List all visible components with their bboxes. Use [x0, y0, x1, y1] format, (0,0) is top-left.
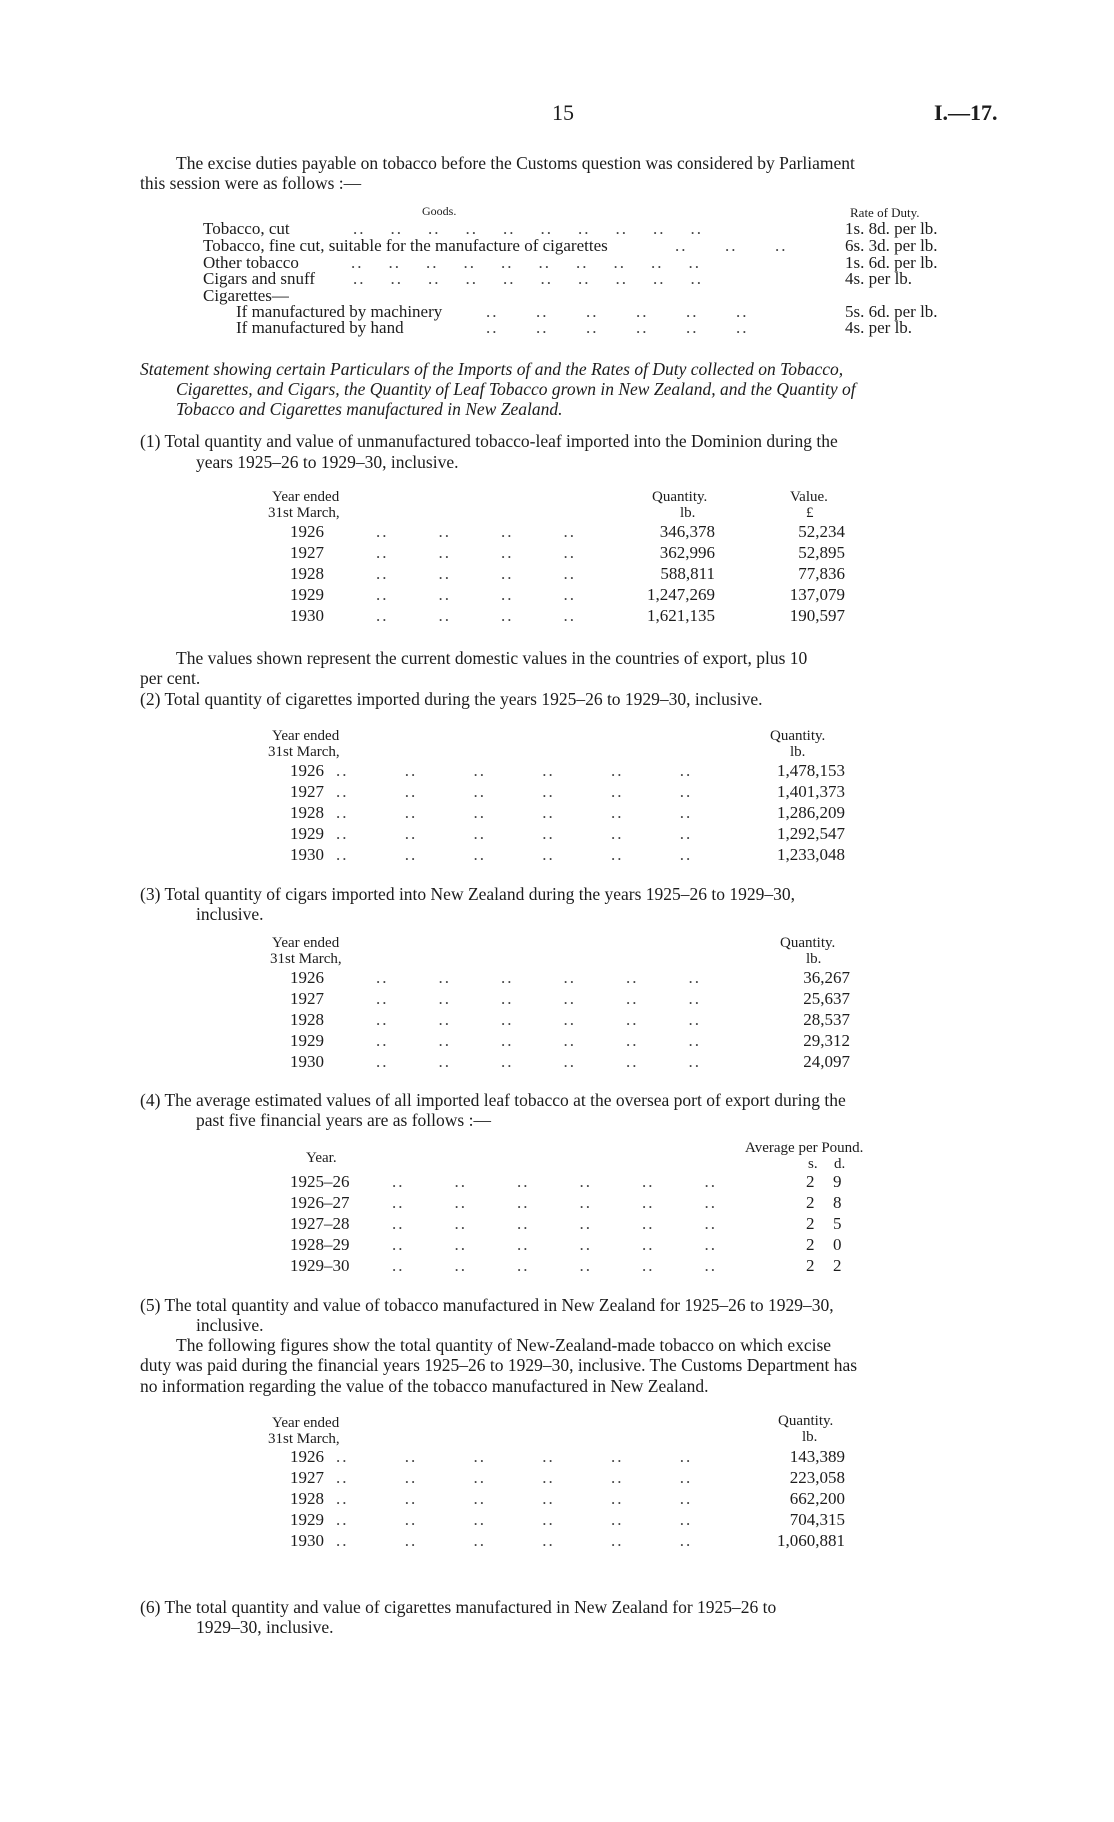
- cell-year: 1927: [290, 543, 324, 562]
- cell-quantity: 28,537: [803, 1010, 850, 1029]
- col-year-header: 31st March,: [268, 1431, 340, 1447]
- cell-quantity: 662,200: [789, 1489, 845, 1508]
- statement-line-3: Tobacco and Cigarettes manufactured in New Zealand.: [176, 399, 563, 419]
- duty-rate: 4s. per lb.: [845, 318, 913, 337]
- section6-line-2: 1929–30, inclusive.: [196, 1617, 334, 1637]
- section5-para-line-2: duty was paid during the financial years 1925–26 to 1929–30, inclusive. The Customs Department has: [140, 1355, 858, 1375]
- cell-value: 52,234: [798, 522, 845, 541]
- table-row: [290, 564, 850, 585]
- section5-para-line-3: no information regarding the value of the tobacco manufactured in New Zealand.: [140, 1376, 709, 1396]
- cell-year: 1926: [290, 1447, 324, 1466]
- col-quantity-header: Quantity.: [778, 1413, 834, 1429]
- leader-dots: .. .. .. .. .. ..: [486, 302, 749, 321]
- col-year-header: Year ended: [272, 935, 340, 951]
- duty-label: Tobacco, cut: [203, 219, 290, 238]
- leader-dots: .. .. .. .. .. ..: [392, 1172, 717, 1191]
- cell-quantity: 143,389: [789, 1447, 845, 1466]
- section3-line-1: (3) Total quantity of cigars imported into New Zealand during the years 1925–26 to 1929–30,: [140, 884, 796, 904]
- leader-dots: .. .. .. .. .. ..: [336, 1510, 693, 1529]
- cell-value: 52,895: [798, 543, 845, 562]
- cell-year: 1930: [290, 845, 324, 864]
- table-row: [290, 1052, 850, 1073]
- cell-pence: 9: [833, 1172, 842, 1191]
- table-row: [290, 522, 850, 543]
- col-year-header: 31st March,: [270, 951, 342, 967]
- cell-quantity: 346,378: [659, 522, 715, 541]
- cell-year: 1927: [290, 1468, 324, 1487]
- table-row: [290, 1489, 850, 1510]
- table-row: [290, 585, 850, 606]
- col-year-header: Year.: [306, 1150, 337, 1166]
- leader-dots: .. .. .. .. .. ..: [376, 1052, 701, 1071]
- leader-dots: .. .. .. ..: [376, 543, 576, 562]
- leader-dots: .. .. .. .. .. ..: [336, 1468, 693, 1487]
- table-row: [290, 845, 850, 866]
- cell-year: 1927: [290, 782, 324, 801]
- cell-quantity: 1,060,881: [777, 1531, 845, 1550]
- leader-dots: .. .. .. .. .. ..: [376, 968, 701, 987]
- cell-value: 190,597: [789, 606, 845, 625]
- leader-dots: .. .. .. .. .. ..: [336, 824, 693, 843]
- col-quantity-unit: lb.: [680, 505, 696, 521]
- col-year-header: 31st March,: [268, 744, 340, 760]
- col-average-header: Average per Pound.: [745, 1140, 864, 1156]
- col-quantity-unit: lb.: [790, 744, 806, 760]
- cell-quantity: 1,292,547: [777, 824, 845, 843]
- col-year-header: Year ended: [272, 728, 340, 744]
- cell-quantity: 29,312: [803, 1031, 850, 1050]
- leader-dots: .. .. .. .. .. ..: [376, 1010, 701, 1029]
- cell-year: 1929–30: [290, 1256, 350, 1275]
- table-row: [290, 782, 850, 803]
- table-row: [290, 1172, 850, 1193]
- table-row: [290, 968, 850, 989]
- table-row: [290, 1531, 850, 1552]
- section3-line-2: inclusive.: [196, 904, 264, 924]
- statement-line-2: Cigarettes, and Cigars, the Quantity of Leaf Tobacco grown in New Zealand, and the Quantity of: [176, 379, 856, 399]
- cell-value: 137,079: [789, 585, 845, 604]
- duty-label: If manufactured by hand: [236, 318, 404, 337]
- col-year-header: Year ended: [272, 1415, 340, 1431]
- page-number: 15: [552, 100, 574, 125]
- cell-quantity: 704,315: [789, 1510, 845, 1529]
- table-row: [290, 803, 850, 824]
- table-row: [290, 989, 850, 1010]
- duty-rate: 6s. 3d. per lb.: [845, 236, 938, 255]
- leader-dots: .. .. .. ..: [376, 606, 576, 625]
- section2-line-1: (2) Total quantity of cigarettes imported during the years 1925–26 to 1929–30, inclusive.: [140, 689, 763, 709]
- duty-rate: 1s. 8d. per lb.: [845, 219, 938, 238]
- leader-dots: .. .. .. .. .. ..: [336, 1489, 693, 1508]
- cell-pence: 2: [833, 1256, 842, 1275]
- cell-year: 1929: [290, 585, 324, 604]
- cell-quantity: 1,621,135: [647, 606, 715, 625]
- duty-label: Other tobacco: [203, 253, 299, 272]
- table-row: [290, 1235, 850, 1256]
- col-quantity-unit: lb.: [802, 1429, 818, 1445]
- cell-year: 1925–26: [290, 1172, 350, 1191]
- section5-line-2: inclusive.: [196, 1315, 264, 1335]
- cell-year: 1928: [290, 1010, 324, 1029]
- leader-dots: .. .. .. .. .. ..: [486, 318, 749, 337]
- duty-label: Cigarettes—: [203, 286, 289, 305]
- duty-rate: 1s. 6d. per lb.: [845, 253, 938, 272]
- leader-dots: .. .. .. .. .. ..: [336, 761, 693, 780]
- section4-line-1: (4) The average estimated values of all imported leaf tobacco at the oversea port of export during the: [140, 1090, 846, 1110]
- cell-year: 1929: [290, 824, 324, 843]
- cell-shillings: 2: [806, 1193, 815, 1212]
- cell-quantity: 1,233,048: [777, 845, 845, 864]
- cell-year: 1927–28: [290, 1214, 350, 1233]
- cell-quantity: 1,286,209: [777, 803, 845, 822]
- col-pence-header: d.: [834, 1156, 846, 1172]
- cell-year: 1930: [290, 1052, 324, 1071]
- duties-rate-header: Rate of Duty.: [850, 205, 920, 220]
- table-row: [290, 761, 850, 782]
- section1-line-1: (1) Total quantity and value of unmanufactured tobacco-leaf imported into the Dominion during the: [140, 431, 838, 451]
- cell-year: 1928: [290, 1489, 324, 1508]
- table-row: [290, 824, 850, 845]
- table-row: [290, 1510, 850, 1531]
- leader-dots: .. .. .. .. .. ..: [336, 1447, 693, 1466]
- statement-line-1: Statement showing certain Particulars of the Imports of and the Rates of Duty collected on Tobacco,: [140, 359, 844, 379]
- cell-quantity: 362,996: [659, 543, 715, 562]
- leader-dots: .. .. .. .. .. ..: [336, 845, 693, 864]
- cell-quantity: 588,811: [660, 564, 715, 583]
- document-reference: I.—17.: [934, 100, 998, 125]
- col-value-unit: £: [806, 505, 814, 521]
- cell-quantity: 24,097: [803, 1052, 850, 1071]
- leader-dots: .. .. .. ..: [376, 522, 576, 541]
- cell-year: 1930: [290, 606, 324, 625]
- intro-line-1: The excise duties payable on tobacco before the Customs question was considered by Parliament: [176, 153, 855, 173]
- table-row: [290, 1447, 850, 1468]
- leader-dots: .. .. .. ..: [376, 564, 576, 583]
- table-row: [290, 1468, 850, 1489]
- duty-label: If manufactured by machinery: [236, 302, 443, 321]
- cell-year: 1929: [290, 1510, 324, 1529]
- section4-line-2: past five financial years are as follows :—: [196, 1110, 491, 1130]
- cell-quantity: 25,637: [803, 989, 850, 1008]
- col-quantity-header: Quantity.: [780, 935, 836, 951]
- cell-year: 1926–27: [290, 1193, 350, 1212]
- col-value-header: Value.: [790, 489, 828, 505]
- leader-dots: .. .. .. .. .. ..: [376, 989, 701, 1008]
- intro-line-2: this session were as follows :—: [140, 173, 362, 193]
- table-row: [290, 1214, 850, 1235]
- duty-rate: 4s. per lb.: [845, 269, 913, 288]
- cell-year: 1927: [290, 989, 324, 1008]
- cell-year: 1926: [290, 968, 324, 987]
- cell-value: 77,836: [798, 564, 845, 583]
- cell-shillings: 2: [806, 1256, 815, 1275]
- section5-line-1: (5) The total quantity and value of tobacco manufactured in New Zealand for 1925–26 to 1929–30,: [140, 1295, 834, 1315]
- col-quantity-header: Quantity.: [770, 728, 826, 744]
- cell-year: 1928: [290, 564, 324, 583]
- cell-quantity: 1,247,269: [647, 585, 715, 604]
- table-row: [290, 1256, 850, 1277]
- leader-dots: .. .. .. .. .. ..: [336, 803, 693, 822]
- col-quantity-header: Quantity.: [652, 489, 708, 505]
- leader-dots: .. .. .. .. .. .. .. .. .. ..: [353, 269, 703, 288]
- col-quantity-unit: lb.: [806, 951, 822, 967]
- cell-pence: 5: [833, 1214, 842, 1233]
- leader-dots: .. .. ..: [675, 236, 788, 255]
- cell-year: 1926: [290, 522, 324, 541]
- section1-note-line-1: The values shown represent the current domestic values in the countries of export, plus 10: [176, 648, 808, 668]
- duties-goods-header: Goods.: [422, 204, 457, 218]
- cell-year: 1929: [290, 1031, 324, 1050]
- leader-dots: .. .. .. .. .. ..: [392, 1235, 717, 1254]
- section1-note-line-2: per cent.: [140, 668, 201, 688]
- leader-dots: .. .. .. .. .. .. .. .. .. ..: [353, 219, 703, 238]
- leader-dots: .. .. .. .. .. ..: [392, 1193, 717, 1212]
- leader-dots: .. .. .. ..: [376, 585, 576, 604]
- cell-year: 1928–29: [290, 1235, 350, 1254]
- table-row: [290, 1193, 850, 1214]
- col-year-header: Year ended: [272, 489, 340, 505]
- section5-para-line-1: The following figures show the total quantity of New-Zealand-made tobacco on which excise: [176, 1335, 832, 1355]
- cell-shillings: 2: [806, 1235, 815, 1254]
- duty-label: Tobacco, fine cut, suitable for the manufacture of cigarettes: [203, 236, 608, 255]
- cell-pence: 0: [833, 1235, 842, 1254]
- section6-line-1: (6) The total quantity and value of cigarettes manufactured in New Zealand for 1925–26 to: [140, 1597, 777, 1617]
- table-row: [290, 543, 850, 564]
- cell-quantity: 36,267: [803, 968, 850, 987]
- cell-quantity: 1,478,153: [777, 761, 845, 780]
- leader-dots: .. .. .. .. .. ..: [392, 1256, 717, 1275]
- duty-rate: 5s. 6d. per lb.: [845, 302, 938, 321]
- cell-quantity: 223,058: [789, 1468, 845, 1487]
- table-row: [290, 606, 850, 627]
- duty-row: [236, 318, 963, 339]
- leader-dots: .. .. .. .. .. .. .. .. .. ..: [351, 253, 701, 272]
- cell-quantity: 1,401,373: [777, 782, 845, 801]
- cell-year: 1926: [290, 761, 324, 780]
- leader-dots: .. .. .. .. .. ..: [336, 1531, 693, 1550]
- leader-dots: .. .. .. .. .. ..: [376, 1031, 701, 1050]
- duty-label: Cigars and snuff: [203, 269, 316, 288]
- cell-year: 1928: [290, 803, 324, 822]
- cell-shillings: 2: [806, 1214, 815, 1233]
- section1-line-2: years 1925–26 to 1929–30, inclusive.: [196, 452, 459, 472]
- table-row: [290, 1010, 850, 1031]
- cell-shillings: 2: [806, 1172, 815, 1191]
- col-year-header: 31st March,: [268, 505, 340, 521]
- leader-dots: .. .. .. .. .. ..: [392, 1214, 717, 1233]
- cell-year: 1930: [290, 1531, 324, 1550]
- col-shillings-header: s.: [808, 1156, 818, 1172]
- leader-dots: .. .. .. .. .. ..: [336, 782, 693, 801]
- table-row: [290, 1031, 850, 1052]
- cell-pence: 8: [833, 1193, 842, 1212]
